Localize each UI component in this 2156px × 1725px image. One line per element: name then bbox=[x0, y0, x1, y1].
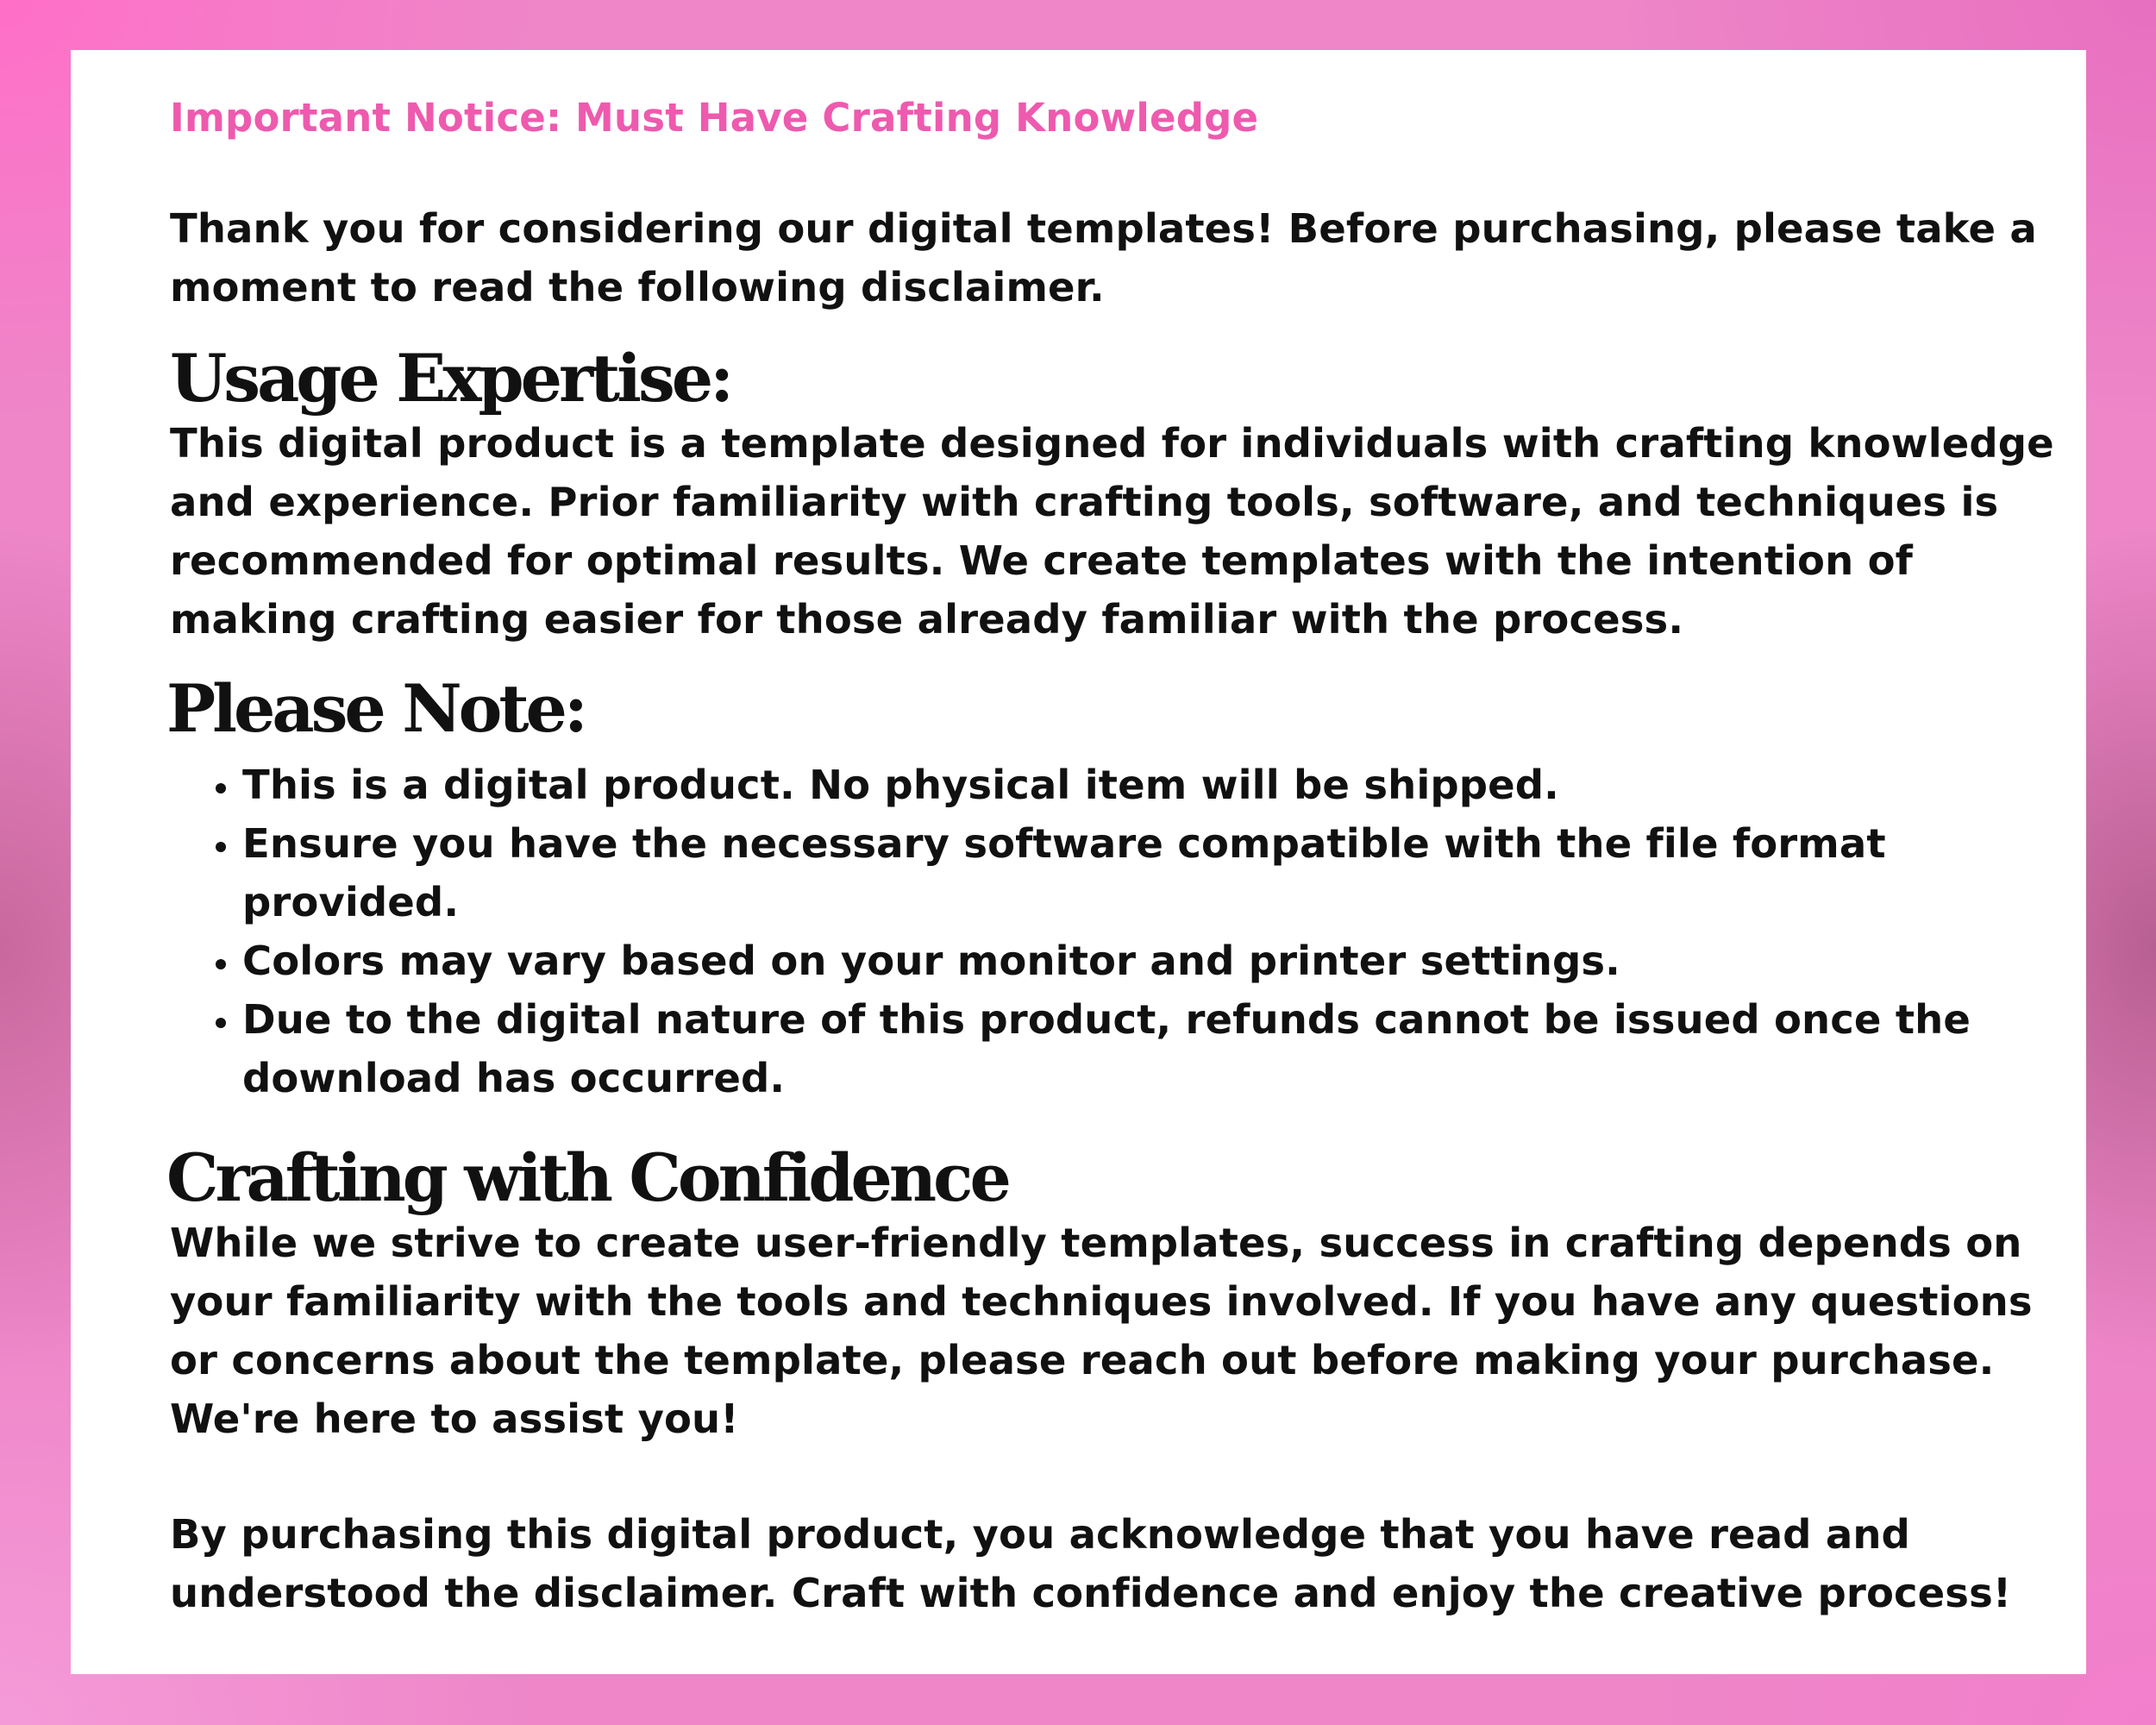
list-item: • Due to the digital nature of this product, refunds cannot be issued once the download has occurred. bbox=[242, 990, 2067, 1107]
crafting-confidence-heading: Crafting with Confidence bbox=[166, 1138, 1008, 1216]
list-item: • This is a digital product. No physical item will be shipped. bbox=[242, 756, 2067, 814]
usage-expertise-body: This digital product is a template designed for individuals with crafting knowledge and experience. Prior familiarity with crafting tools, software, and techniques is recommended for optimal results. We create templates with the intention of making crafting easier for those already familiar with the process. bbox=[170, 420, 2054, 643]
list-item: • Colors may vary based on your monitor and printer settings. bbox=[242, 932, 2067, 990]
important-notice: Important Notice: Must Have Crafting Knowledge bbox=[170, 95, 1259, 141]
crafting-confidence-body: While we strive to create user-friendly templates, success in crafting depends on your familiarity with the tools and techniques involved. If you have any questions or concerns about the template, please reach out before making your purchase. We're here to assist you! bbox=[170, 1220, 2033, 1443]
disclaimer-content bbox=[166, 93, 2067, 1622]
please-note-heading: Please Note: bbox=[166, 670, 585, 748]
please-note-list bbox=[170, 756, 2067, 1107]
closing-paragraph: By purchasing this digital product, you acknowledge that you have read and understood the disclaimer. Craft with confidence and enjoy the creative process! bbox=[170, 1511, 2012, 1617]
intro-paragraph: Thank you for considering our digital templates! Before purchasing, please take a moment to read the following disclaimer. bbox=[170, 204, 2037, 310]
list-item: • Ensure you have the necessary software compatible with the file format provided. bbox=[242, 814, 2067, 932]
disclaimer-card bbox=[71, 50, 2086, 1674]
usage-expertise-heading: Usage Expertise: bbox=[170, 339, 731, 417]
